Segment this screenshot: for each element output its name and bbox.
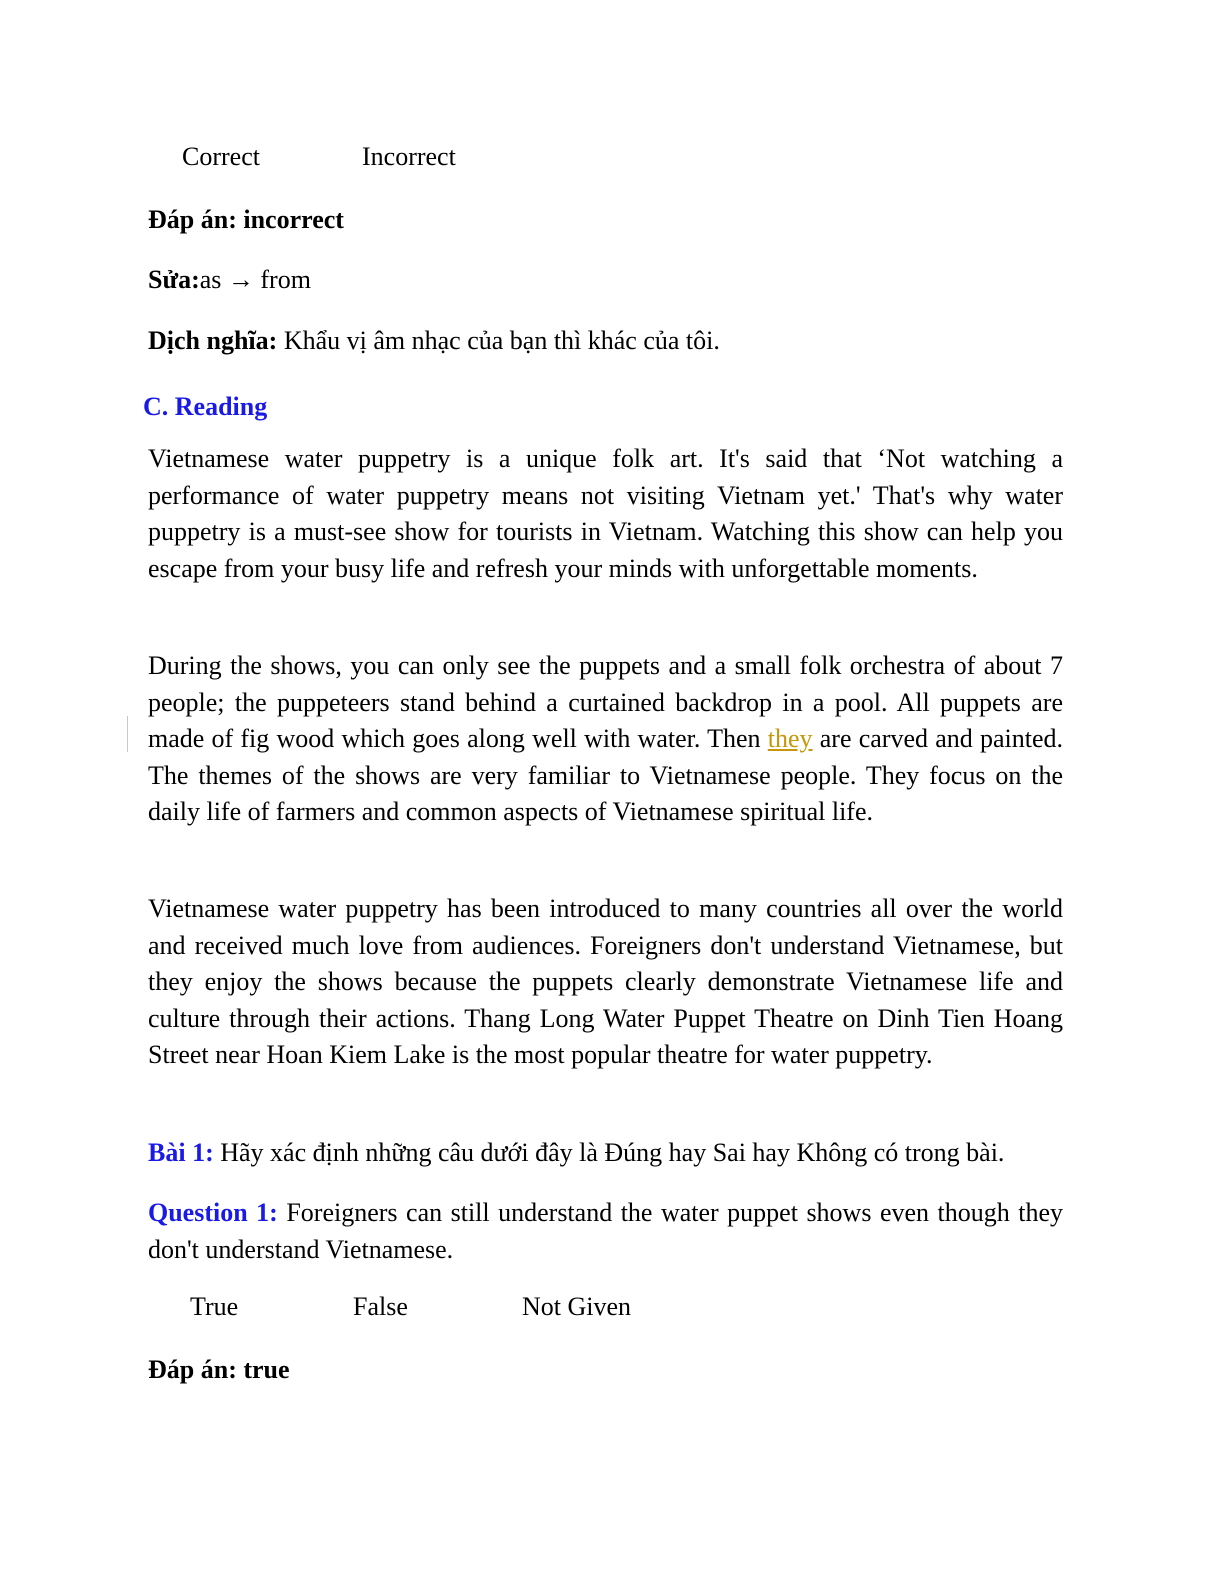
option-not-given[interactable]: Not Given [522, 1292, 632, 1321]
question-1-label: Question 1: [148, 1198, 278, 1227]
passage-paragraph-2 [148, 648, 1063, 831]
option-incorrect[interactable]: Incorrect [362, 142, 456, 171]
q1-answer-value: true [243, 1355, 290, 1384]
answer-value: incorrect [243, 205, 344, 234]
passage-paragraph-1: Vietnamese water puppetry is a unique folk art. It's said that ‘Not watching a performance of water puppetry means not visiting Vietnam yet.' That's why water puppetry is a must-see show for tourists in Vietnam. Watching this show can help you escape from your busy life and refresh your minds with unforgettable moments. [148, 444, 1063, 583]
p2-text-before: During the shows, you can only see the puppets and a small folk orchestra of about 7 people; the puppeteers stand behind a curtained backdrop in a pool. All puppets are made of fig wood which goes along well with water. Then [148, 651, 1063, 754]
option-false[interactable]: False [353, 1292, 408, 1321]
exercise-text: Hãy xác định những câu dưới đây là Đúng hay Sai hay Không có trong bài. [220, 1138, 1005, 1167]
option-true[interactable]: True [190, 1292, 239, 1321]
fix-value: as → from [199, 265, 311, 294]
translate-label: Dịch nghĩa: [148, 326, 278, 355]
answer-label: Đáp án: [148, 205, 237, 234]
option-correct[interactable]: Correct [182, 142, 260, 171]
question-1-answer [148, 1352, 290, 1389]
margin-change-bar [127, 716, 128, 752]
question-1 [148, 1195, 1063, 1268]
prev-fix [148, 262, 311, 299]
p2-text-after: are carved and painted. The themes of the shows are very familiar to Vietnamese people. They focus on the daily life of farmers and common aspects of Vietnamese spiritual life. [148, 724, 1063, 827]
prev-translation [148, 323, 720, 360]
fix-label: Sửa: [148, 265, 200, 294]
prev-answer [148, 202, 344, 239]
exercise-instruction [148, 1135, 1004, 1172]
section-heading: C. Reading [143, 392, 268, 421]
q1-answer-label: Đáp án: [148, 1355, 237, 1384]
translate-value: Khẩu vị âm nhạc của bạn thì khác của tôi. [283, 326, 720, 355]
passage-paragraph-3: Vietnamese water puppetry has been introduced to many countries all over the world and received much love from audiences. Foreigners don't understand Vietnamese, but they enjoy the shows because the puppets clearly demonstrate Vietnamese life and culture through their actions. Thang Long Water Puppet Theatre on Dinh Tien Hoang Street near Hoan Kiem Lake is the most popular theatre for water puppetry. [148, 894, 1063, 1070]
exercise-label: Bài 1: [148, 1138, 214, 1167]
they-link[interactable]: they [767, 724, 813, 754]
question-1-text: Foreigners can still understand the water puppet shows even though they don't understand Vietnamese. [148, 1198, 1064, 1264]
